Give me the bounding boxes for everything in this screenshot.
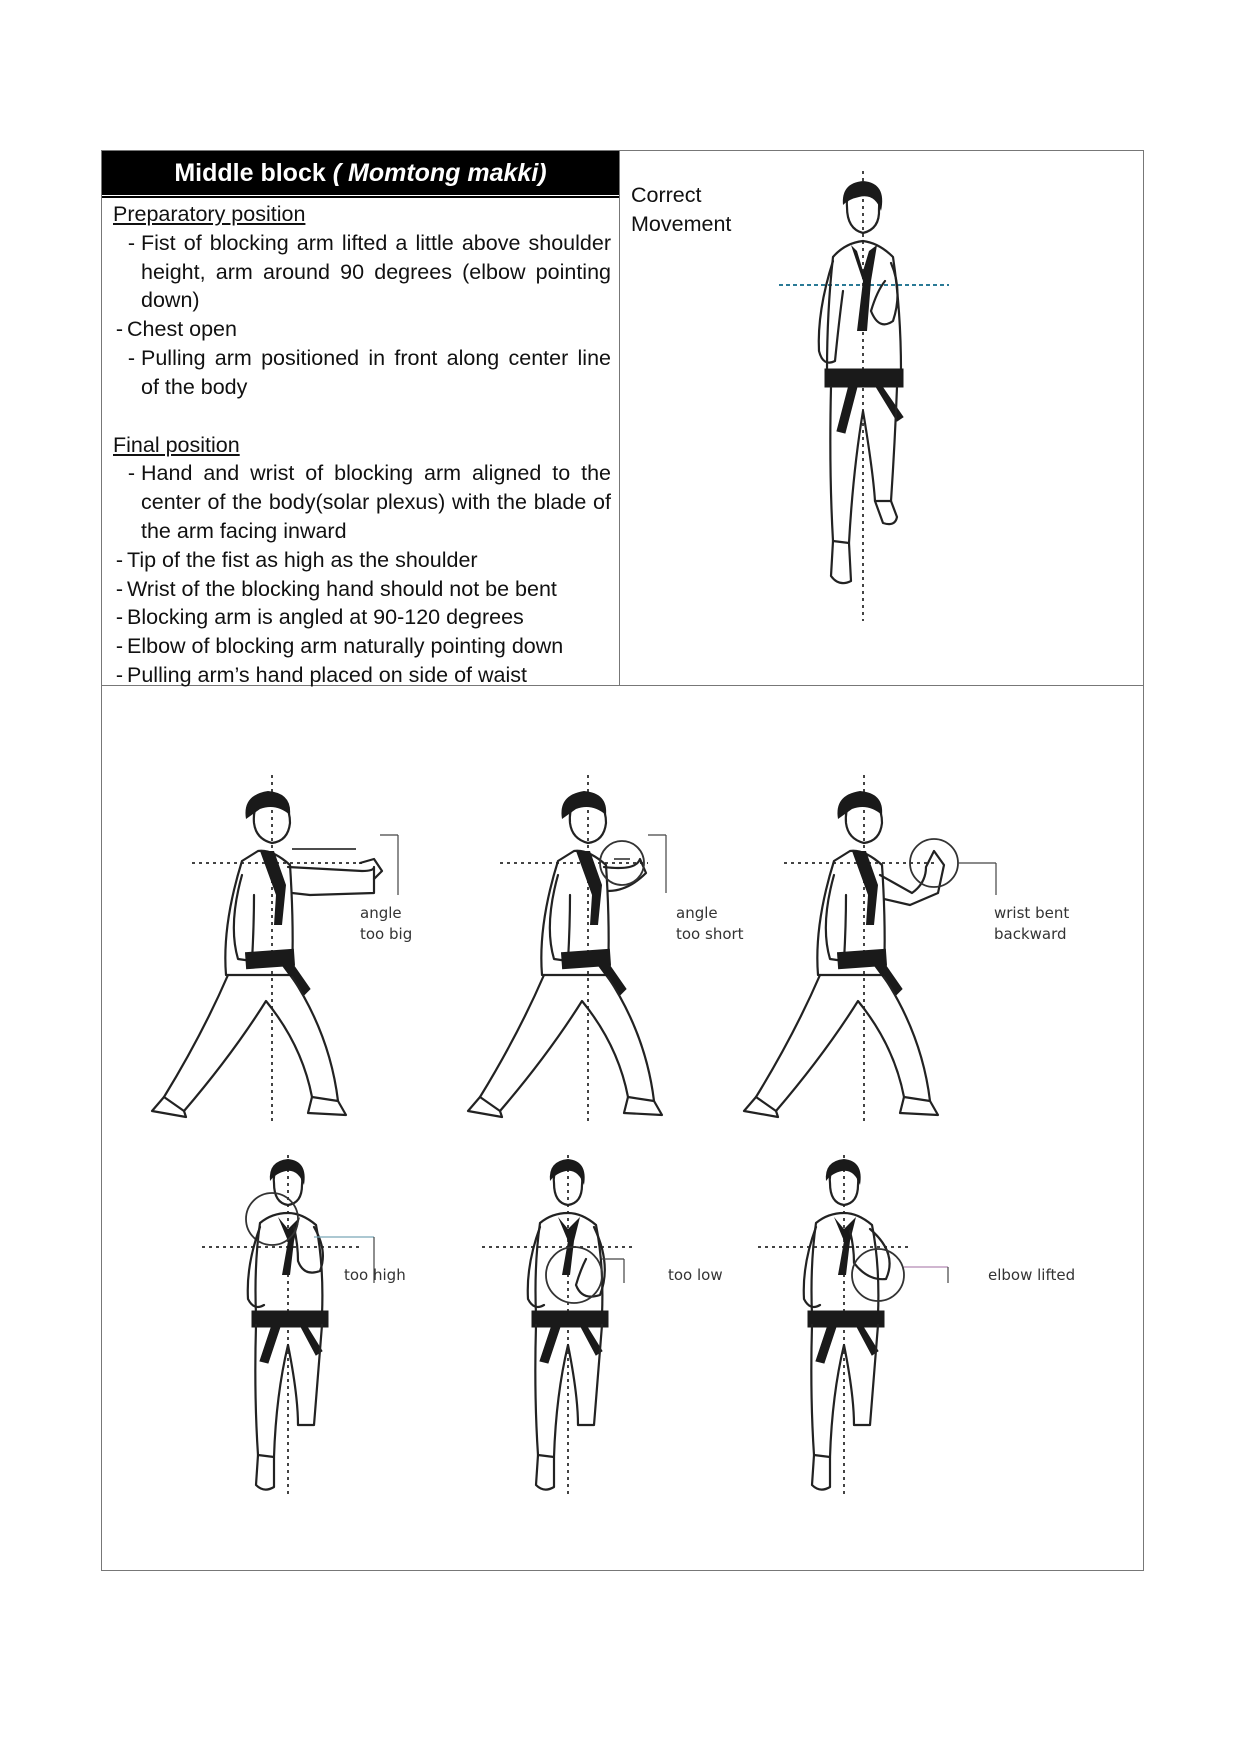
page-title (102, 151, 619, 195)
figure-angle-too-short (468, 775, 666, 1125)
error-caption-1: angle (360, 904, 402, 922)
title-main: Middle block (174, 158, 326, 187)
figure-too-high (202, 1155, 374, 1495)
final-item: - Elbow of blocking arm naturally pointing down (115, 634, 564, 659)
error-caption-2: angle (676, 904, 718, 922)
error-caption-1b: too big (360, 925, 413, 943)
instruction-table (101, 150, 1144, 686)
error-caption-4: too high (344, 1266, 406, 1284)
final-item: - Tip of the fist as high as the shoulder (115, 547, 478, 572)
figure-elbow-lifted (758, 1155, 948, 1495)
final-item: - Hand and wrist of blocking arm aligned to the center of the body(solar plexus) with the blade of the arm facing inward (127, 461, 611, 543)
error-caption-6: elbow lifted (988, 1266, 1076, 1284)
figure-too-low (482, 1155, 632, 1495)
errors-cell (101, 685, 1144, 1571)
prep-item: - Fist of blocking arm lifted a little above shoulder height, arm around 90 degrees (elbow pointing down) (127, 230, 611, 313)
error-caption-2b: too short (676, 925, 744, 943)
final-item: - Wrist of the blocking hand should not be bent (115, 576, 557, 601)
error-caption-3: wrist bent (994, 904, 1070, 922)
errors-illustration (102, 685, 1143, 1569)
prep-item: - Chest open (115, 317, 237, 342)
figure-angle-too-big (152, 775, 398, 1125)
correct-movement-label: Correct Movement (631, 183, 732, 236)
final-heading: Final position (113, 432, 240, 457)
title-underline (102, 196, 619, 198)
figure-wrist-bent (744, 775, 996, 1125)
error-caption-5: too low (668, 1266, 723, 1284)
correct-movement-cell (619, 151, 1143, 685)
error-caption-3b: backward (994, 925, 1067, 943)
title-sub: ( Momtong makki) (332, 158, 547, 187)
instruction-cell (102, 151, 620, 685)
final-item: - Blocking arm is angled at 90-120 degrees (115, 605, 524, 630)
preparatory-heading: Preparatory position (113, 202, 306, 226)
instruction-text (113, 200, 611, 690)
final-item: - Pulling arm’s hand placed on side of waist (115, 662, 527, 687)
prep-item: - Pulling arm positioned in front along center line of the body (127, 345, 611, 399)
correct-movement-illustration (779, 171, 979, 621)
page-sheet (101, 150, 1144, 1571)
